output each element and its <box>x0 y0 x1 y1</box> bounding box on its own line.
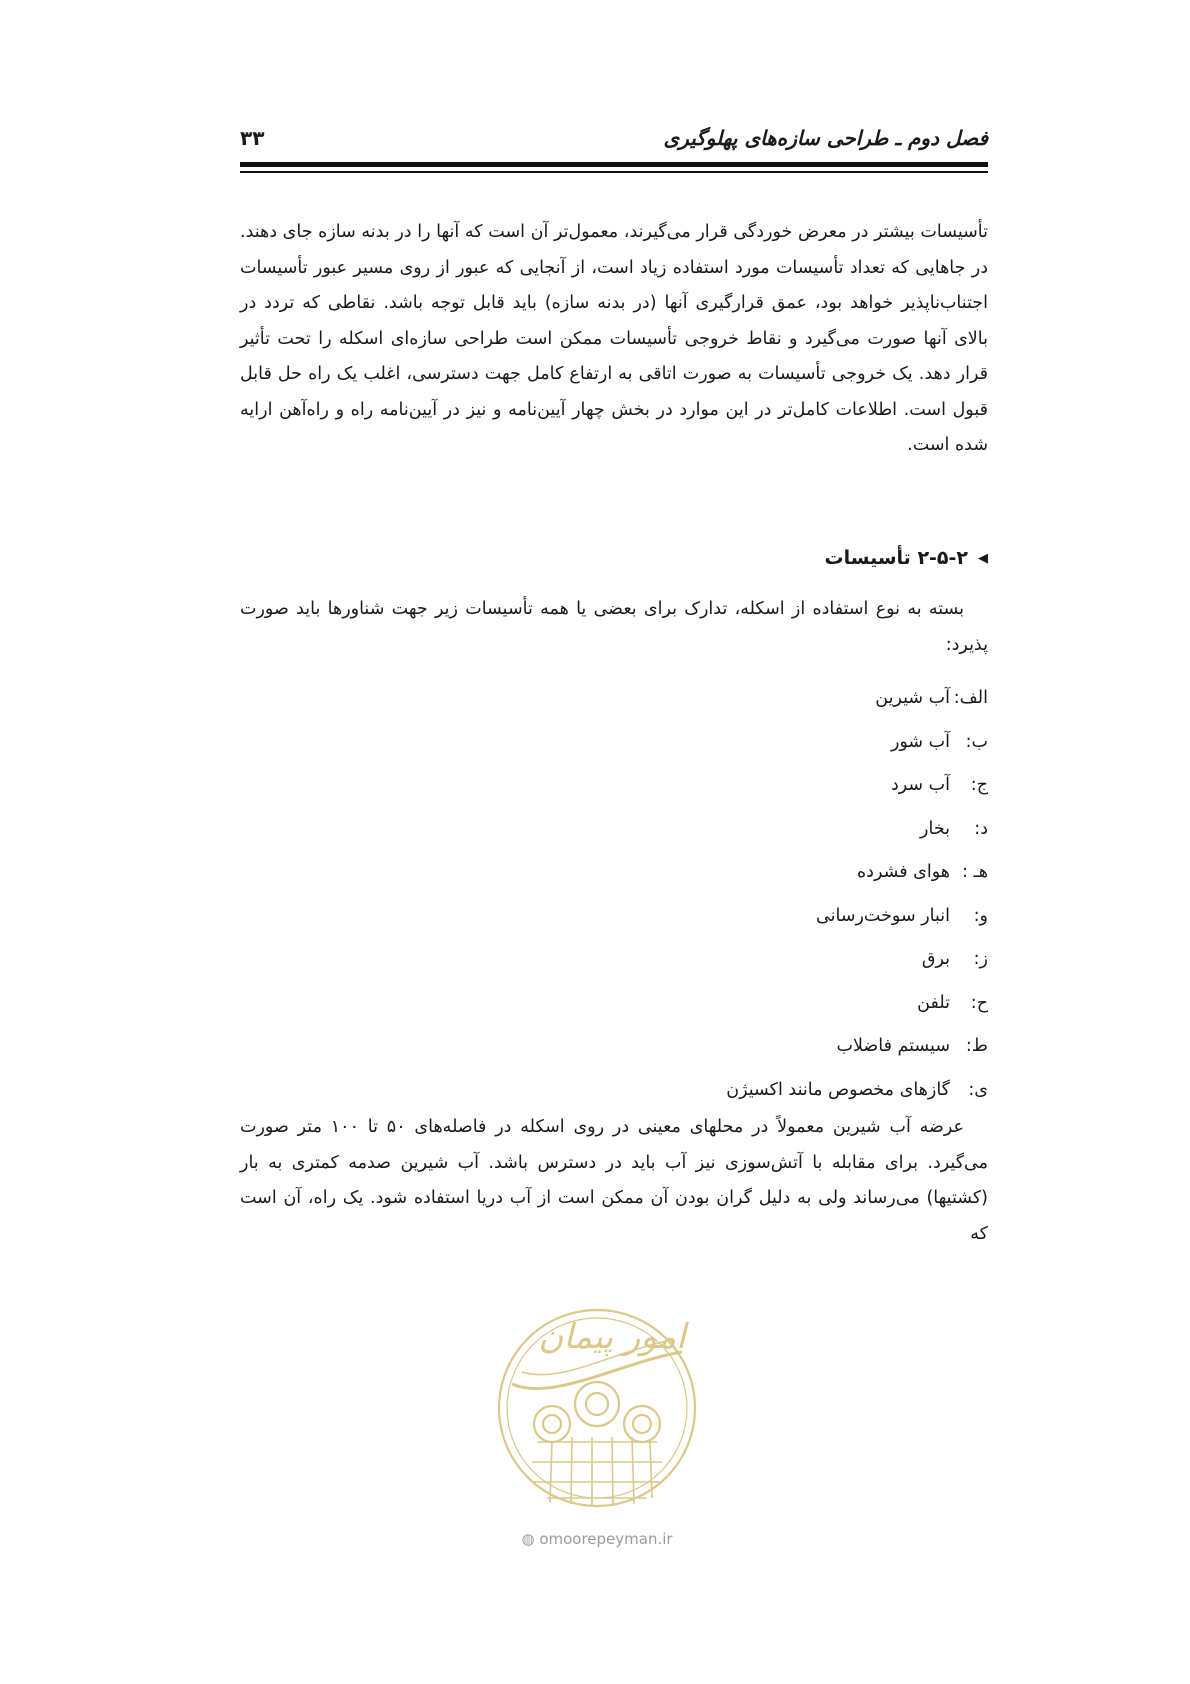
list-item-text: آب شور <box>890 731 950 752</box>
list-item <box>726 851 988 895</box>
list-item-marker: ی: <box>968 1079 988 1100</box>
list-item <box>726 1069 988 1113</box>
triangle-bullet-icon: ◀ <box>978 550 988 566</box>
list-item-text: هوای فشرده <box>857 862 950 882</box>
list-item-marker: هـ : <box>962 862 988 882</box>
list-item-text: آب شیرین <box>875 688 950 708</box>
page-header <box>240 126 988 156</box>
list-item-marker: ب: <box>965 731 988 752</box>
list-item-text: بخار <box>920 818 950 839</box>
list-item-text: آب سرد <box>890 775 950 795</box>
watermark-logo <box>492 1292 702 1552</box>
list-item <box>726 808 988 852</box>
list-item <box>726 677 988 721</box>
list-item-text: انبار سوخت‌رسانی <box>816 905 950 926</box>
facilities-list <box>726 677 988 1112</box>
list-item-text: گازهای مخصوص مانند اکسیژن <box>726 1079 950 1100</box>
list-item <box>726 938 988 982</box>
list-item-marker: و: <box>973 905 988 926</box>
list-item-text: برق <box>921 949 950 969</box>
header-rule-thick <box>240 162 988 167</box>
paragraph-1 <box>240 215 988 464</box>
watermark-logo-text: امور پیمان <box>538 1317 686 1357</box>
list-item-text: تلفن <box>917 992 950 1013</box>
list-item-marker: ج: <box>970 775 988 795</box>
paragraph-1-text: تأسیسات بیشتر در معرض خوردگی قرار می‌گیرند، معمول‌تر آن است که آنها را در بدنه سازه جای دهند. در جاهایی که تعداد تأسیسات مورد استفاده زیاد است، از آنجایی که عبور از روی مسیر عبور تأسیسات اجتناب‌ناپذیر خواهد بود، عمق قرارگیری آنها (در بدنه سازه) باید قابل توجه باشد. نقاطی که تردد در بالای آنها صورت می‌گیرد و نقاط خروجی تأسیسات ممکن است طراحی سازه‌ای اسکله را تحت تأثیر قرار دهد. یک خروجی تأسیسات به صورت اتاقی به ارتفاع کامل جهت دسترسی، اغلب یک راه حل قابل قبول است. اطلاعات کامل‌تر در این موارد در بخش چهار آیین‌نامه و نیز در آیین‌نامه راه و راه‌آهن ارایه شده است. <box>240 222 988 455</box>
list-item-text: سیستم فاضلاب <box>836 1036 950 1056</box>
list-item <box>726 895 988 939</box>
list-item-marker: ح: <box>970 992 988 1013</box>
paragraph-2 <box>240 592 988 663</box>
list-item-marker: الف: <box>953 688 988 708</box>
list-item-marker: ز: <box>973 949 988 969</box>
list-item <box>726 1025 988 1069</box>
watermark-site <box>492 1530 702 1548</box>
list-item <box>726 764 988 808</box>
globe-icon: ◍ <box>521 1530 535 1548</box>
list-item <box>726 721 988 765</box>
page-number: ۳۳ <box>240 126 265 150</box>
watermark-site-text: omoorepeyman.ir <box>539 1530 673 1548</box>
header-rule-thin <box>240 171 988 173</box>
watermark-seal-icon <box>492 1292 702 1524</box>
paragraph-2-text: بسته به نوع استفاده از اسکله، تدارک برای بعضی یا همه تأسیسات زیر جهت شناورها باید صورت پذیرد: <box>240 599 988 655</box>
list-item-marker: د: <box>974 818 988 839</box>
section-heading-text: ۲-۵-۲ تأسیسات <box>824 547 968 569</box>
chapter-title: فصل دوم ـ طراحی سازه‌های پهلوگیری <box>663 126 988 150</box>
section-heading <box>825 547 988 569</box>
paragraph-3-text: عرضه آب شیرین معمولاً در محلهای معینی در روی اسکله در فاصله‌های ۵۰ تا ۱۰۰ متر صورت می‌گیرد. برای مقابله با آتش‌سوزی نیز آب باید در دسترس باشد. آب شیرین صدمه کمتری به بار (کشتیها) می‌رساند ولی به دلیل گران بودن آن ممکن است از آب دریا استفاده شود. یک راه، آن است که <box>240 1117 988 1244</box>
list-item <box>726 982 988 1026</box>
paragraph-3 <box>240 1110 988 1252</box>
list-item-marker: ط: <box>965 1036 988 1056</box>
